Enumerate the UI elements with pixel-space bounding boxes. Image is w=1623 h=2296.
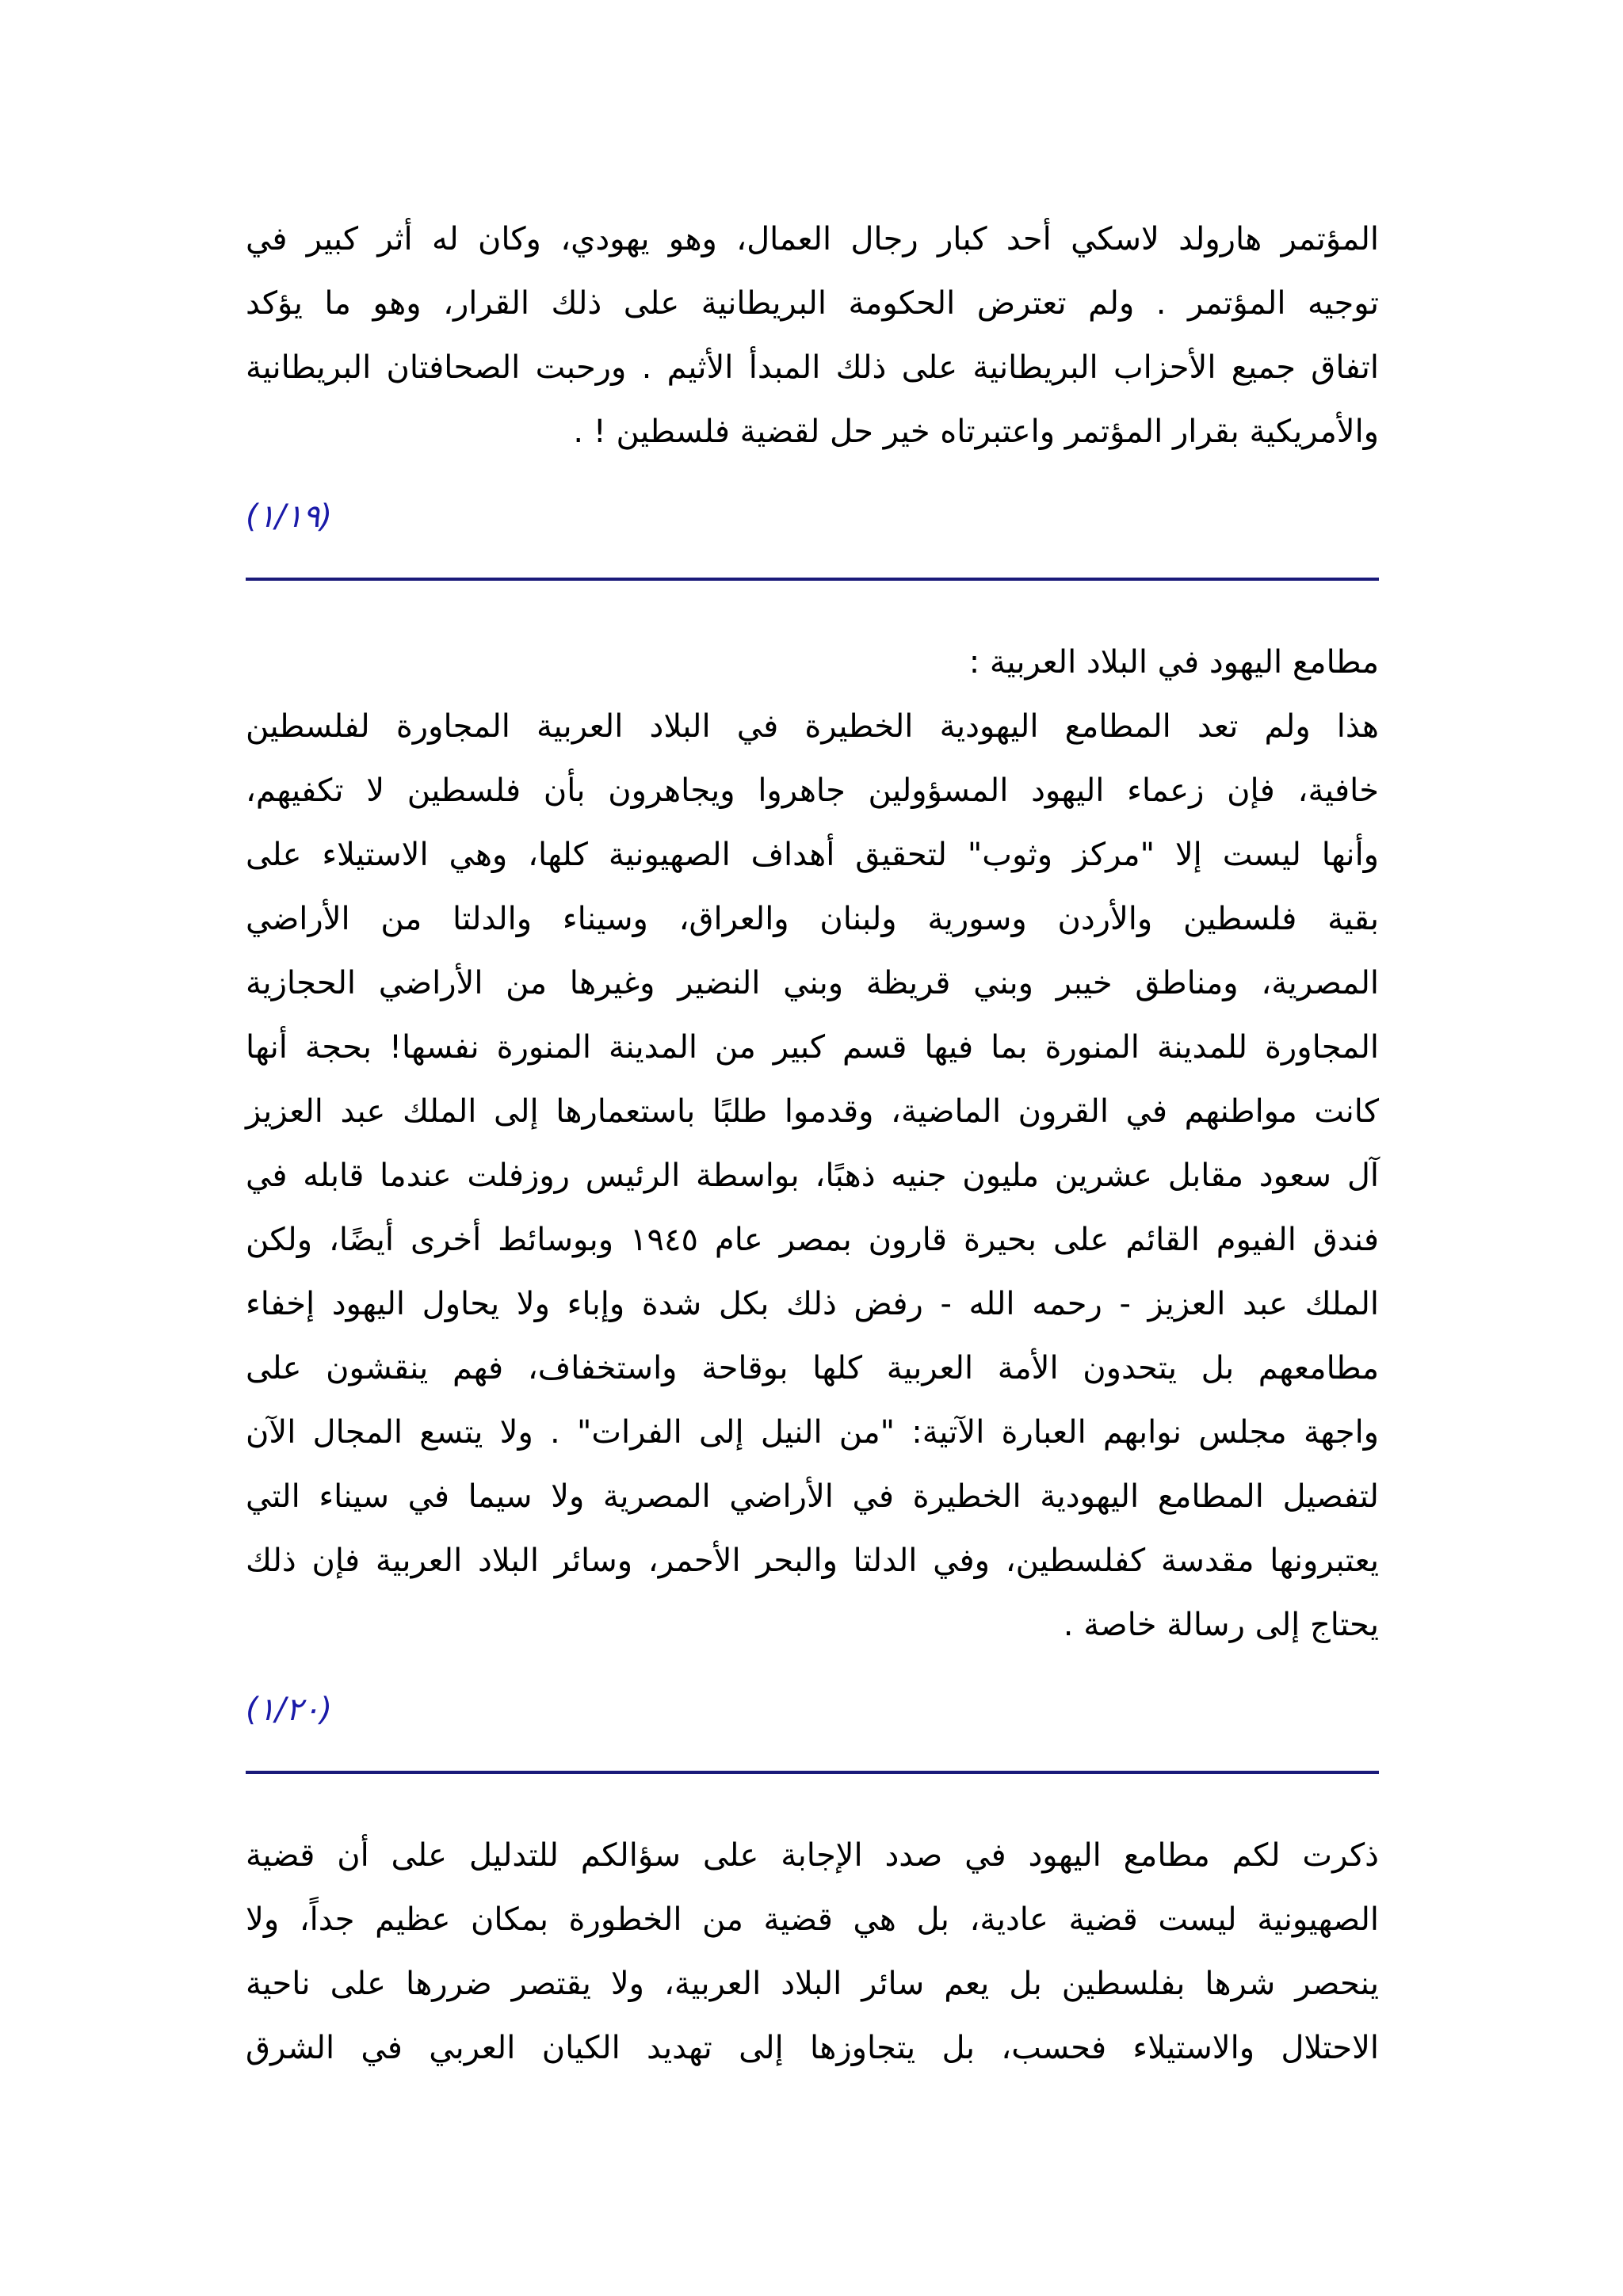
text-line: يحتاج إلى رسالة خاصة . <box>1063 1607 1379 1643</box>
text-line: خافية، فإن زعماء اليهود المسؤولين جاهروا ويجاهرون بأن فلسطين لا تكفيهم، <box>246 772 1379 809</box>
paragraph-3 <box>246 1824 1379 2077</box>
text-line: يعتبرونها مقدسة كفلسطين، وفي الدلتا والبحر الأحمر، وسائر البلاد العربية فإن ذلك <box>246 1543 1379 1579</box>
text-line: لتفصيل المطامع اليهودية الخطيرة في الأراضي المصرية ولا سيما في سيناء التي <box>246 1478 1379 1515</box>
text-line: ذكرت لكم مطامع اليهود في صدد الإجابة على سؤالكم للتدليل على أن قضية <box>246 1837 1379 1874</box>
paragraph-2 <box>246 631 1379 1661</box>
text-line: هذا ولم تعد المطامع اليهودية الخطيرة في البلاد العربية المجاورة لفلسطين <box>246 708 1379 745</box>
text-line: المجاورة للمدينة المنورة بما فيها قسم كبير من المدينة المنورة نفسها! بحجة أنها <box>246 1029 1379 1066</box>
text-line: ينحصر شرها بفلسطين بل يعم سائر البلاد العربية، ولا يقتصر ضررها على ناحية <box>246 1966 1379 2002</box>
text-line: والأمريكية بقرار المؤتمر واعتبرتاه خير حل لقضية فلسطين ! . <box>573 414 1379 450</box>
text-line: الملك عبد العزيز - رحمه الله - رفض ذلك بكل شدة وإباء ولا يحاول اليهود إخفاء <box>246 1286 1379 1322</box>
text-line: كانت مواطنهم في القرون الماضية، وقدموا طلبًا باستعمارها إلى الملك عبد العزيز <box>246 1093 1379 1130</box>
text-line: المصرية، ومناطق خيبر وبني قريظة وبني النضير وغيرها من الأراضي الحجازية <box>246 965 1379 1001</box>
footnote-reference: (١/١٩) <box>246 498 333 535</box>
section-divider <box>246 1771 1379 1774</box>
footnote-reference: (١/٢٠) <box>246 1691 333 1728</box>
text-line: بقية فلسطين والأردن وسورية ولبنان والعراق، وسيناء والدلتا من الأراضي <box>246 901 1379 937</box>
text-line: مطامعهم بل يتحدون الأمة العربية كلها بوقاحة واستخفاف، فهم ينقشون على <box>246 1350 1379 1386</box>
text-line: فندق الفيوم القائم على بحيرة قارون بمصر عام ١٩٤٥ وبوسائط أخرى أيضًا، ولكن <box>246 1222 1379 1258</box>
text-line: وأنها ليست إلا "مركز وثوب" لتحقيق أهداف الصهيونية كلها، وهي الاستيلاء على <box>246 837 1379 873</box>
text-line: الاحتلال والاستيلاء فحسب، بل يتجاوزها إلى تهديد الكيان العربي في الشرق <box>246 2030 1379 2066</box>
text-line: واجهة مجلس نوابهم العبارة الآتية: "من النيل إلى الفرات" . ولا يتسع المجال الآن <box>246 1414 1379 1451</box>
section-heading: مطامع اليهود في البلاد العربية : <box>968 644 1379 681</box>
paragraph-1 <box>246 208 1379 461</box>
text-line: الصهيونية ليست قضية عادية، بل هي قضية من الخطورة بمكان عظيم جداً، ولا <box>246 1901 1379 1938</box>
text-line: اتفاق جميع الأحزاب البريطانية على ذلك المبدأ الأثيم . ورحبت الصحافتان البريطانية <box>246 349 1379 386</box>
section-divider <box>246 578 1379 581</box>
text-line: آل سعود مقابل عشرين مليون جنيه ذهبًا، بواسطة الرئيس روزفلت عندما قابله في <box>246 1158 1379 1194</box>
text-line: المؤتمر هارولد لاسكي أحد كبار رجال العمال، وهو يهودي، وكان له أثر كبير في <box>246 221 1379 257</box>
text-line: توجيه المؤتمر . ولم تعترض الحكومة البريطانية على ذلك القرار، وهو ما يؤكد <box>246 285 1379 322</box>
